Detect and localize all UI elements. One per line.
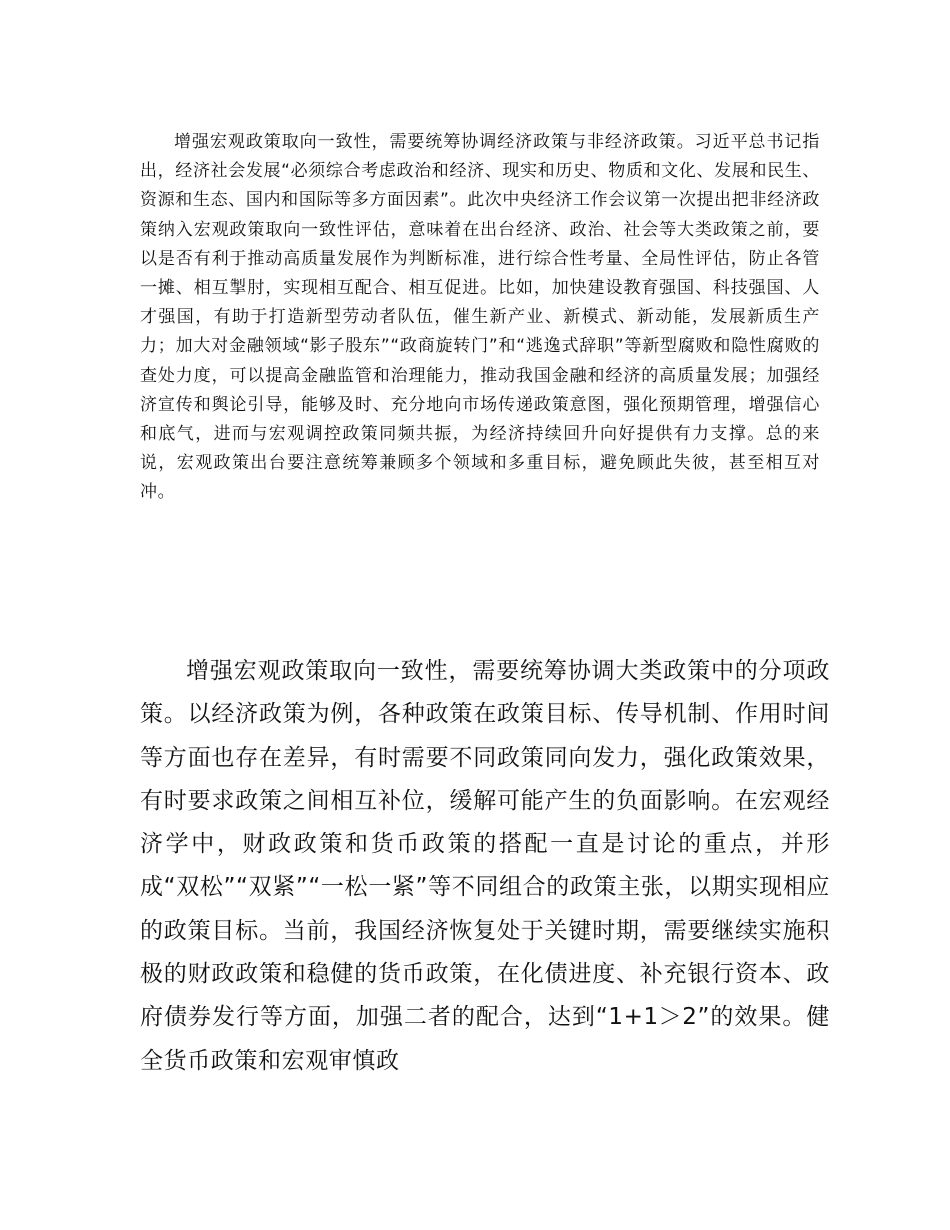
paragraph-non-economic-policy: 增强宏观政策取向一致性，需要统筹协调经济政策与非经济政策。习近平总书记指出，经济社会发展“必须综合考虑政治和经济、现实和历史、物质和文化、发展和民生、资源和生态、国内和国际等多方面因素”。此次中央经济工作会议第一次提出把非经济政策纳入宏观政策取向一致性评估，意味着在出台经济、政治、社会等大类政策之前，要以是否有利于推动高质量发展作为判断标准，进行综合性考量、全局性评估，防止各管一摊、相互掣肘，实现相互配合、相互促进。比如，加快建设教育强国、科技强国、人才强国，有助于打造新型劳动者队伍，催生新产业、新模式、新动能，发展新质生产力；加大对金融领域“影子股东”“政商旋转门”和“逃逸式辞职”等新型腐败和隐性腐败的查处力度，可以提高金融监管和治理能力，推动我国金融和经济的高质量发展；加强经济宣传和舆论引导，能够及时、充分地向市场传递政策意图，强化预期管理，增强信心和底气，进而与宏观调控政策同频共振，为经济持续回升向好提供有力支撑。总的来说，宏观政策出台要注意统筹兼顾多个领域和多重目标，避免顾此失彼，甚至相互对冲。 [140,132,820,503]
paragraph-sub-policy-coordination: 增强宏观政策取向一致性，需要统筹协调大类政策中的分项政策。以经济政策为例，各种政策在政策目标、传导机制、作用时间等方面也存在差异，有时需要不同政策同向发力，强化政策效果，有时要求政策之间相互补位，缓解可能产生的负面影响。在宏观经济学中，财政政策和货币政策的搭配一直是讨论的重点，并形成“双松”“双紧”“一松一紧”等不同组合的政策主张，以期实现相应的政策目标。当前，我国经济恢复处于关键时期，需要继续实施积极的财政政策和稳健的货币政策，在化债进度、补充银行资本、政府债券发行等方面，加强二者的配合，达到“1+1＞2”的效果。健全货币政策和宏观审慎政 [140,658,830,1074]
